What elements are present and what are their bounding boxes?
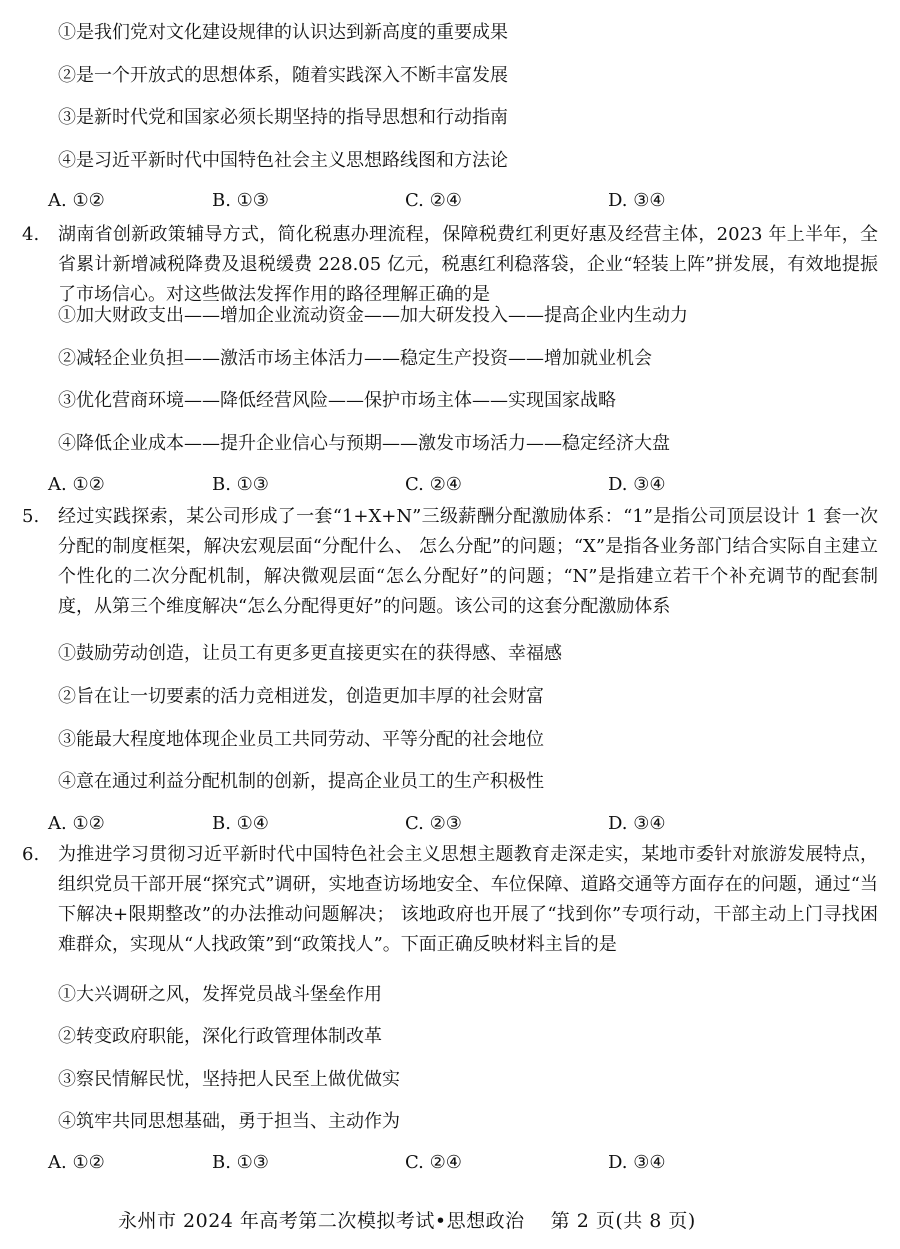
q6-choices	[0, 1150, 900, 1176]
q4-choice-d: D. ③④	[608, 474, 666, 495]
q5-choice-a: A. ①②	[48, 813, 105, 834]
q3-option-4: ④是习近平新时代中国特色社会主义思想路线图和方法论	[58, 150, 508, 171]
q4-option-1: ①加大财政支出——增加企业流动资金——加大研发投入——提高企业内生动力	[58, 305, 688, 326]
q5-choice-b: B. ①④	[212, 813, 269, 834]
q5-option-3: ③能最大程度地体现企业员工共同劳动、平等分配的社会地位	[58, 729, 544, 750]
q3-option-3: ③是新时代党和国家必须长期坚持的指导思想和行动指南	[58, 107, 508, 128]
q4-option-2: ②减轻企业负担——激活市场主体活力——稳定生产投资——增加就业机会	[58, 348, 652, 369]
q4-choice-b: B. ①③	[212, 474, 269, 495]
q6-option-4: ④筑牢共同思想基础，勇于担当、主动作为	[58, 1111, 400, 1132]
q3-choice-d: D. ③④	[608, 190, 666, 211]
q5-option-2: ②旨在让一切要素的活力竞相迸发，创造更加丰厚的社会财富	[58, 686, 544, 707]
q6-choice-a: A. ①②	[48, 1152, 105, 1173]
q3-choices	[0, 188, 900, 214]
q4-choice-c: C. ②④	[405, 474, 462, 495]
q5-choices	[0, 811, 900, 837]
q4-choice-a: A. ①②	[48, 474, 105, 495]
q6-choice-c: C. ②④	[405, 1152, 462, 1173]
q3-option-1: ①是我们党对文化建设规律的认识达到新高度的重要成果	[58, 22, 508, 43]
q6-number: 6.	[22, 844, 40, 865]
q4-number: 4.	[22, 224, 40, 245]
q4-stem: 湖南省创新政策辅导方式，简化税惠办理流程，保障税费红利更好惠及经营主体，2023 年上半年，全省累计新增减税降费及退税缓费 228.05 亿元，税惠红利稳落袋，企业“轻装上阵”拼发展，有效地提振了市场信心。对这些做法发挥作用的路径理解正确的是	[58, 224, 878, 305]
q5-choice-c: C. ②③	[405, 813, 462, 834]
q6-choice-b: B. ①③	[212, 1152, 269, 1173]
q4-option-4: ④降低企业成本——提升企业信心与预期——激发市场活力——稳定经济大盘	[58, 433, 670, 454]
q3-choice-b: B. ①③	[212, 190, 269, 211]
q6-option-1: ①大兴调研之风，发挥党员战斗堡垒作用	[58, 984, 382, 1005]
q6-option-2: ②转变政府职能，深化行政管理体制改革	[58, 1026, 382, 1047]
q4-option-3: ③优化营商环境——降低经营风险——保护市场主体——实现国家战略	[58, 390, 616, 411]
q5-option-1: ①鼓励劳动创造，让员工有更多更直接更实在的获得感、幸福感	[58, 643, 562, 664]
q5-option-4: ④意在通过利益分配机制的创新，提高企业员工的生产积极性	[58, 771, 544, 792]
q6-stem: 为推进学习贯彻习近平新时代中国特色社会主义思想主题教育走深走实，某地市委针对旅游发展特点，组织党员干部开展“探究式”调研，实地查访场地安全、车位保障、道路交通等方面存在的问题，通过“当下解决+限期整改”的办法推动问题解决； 该地政府也开展了“找到你”专项行动，干部主动上门寻找困难群众，实现从“人找政策”到“政策找人”。下面正确反映材料主旨的是	[58, 844, 878, 955]
q5-number: 5.	[22, 506, 40, 527]
q3-choice-c: C. ②④	[405, 190, 462, 211]
q3-option-2: ②是一个开放式的思想体系，随着实践深入不断丰富发展	[58, 65, 508, 86]
page-footer: 永州市 2024 年高考第二次模拟考试•思想政治 第 2 页(共 8 页)	[118, 1210, 696, 1232]
q5-stem: 经过实践探索，某公司形成了一套“1+X+N”三级薪酬分配激励体系：“1”是指公司顶层设计 1 套一次分配的制度框架，解决宏观层面“分配什么、 怎么分配”的问题；“X”是指各业务部门结合实际自主建立个性化的二次分配机制，解决微观层面“怎么分配好”的问题；“N”是指建立若干个补充调节的配套制度，从第三个维度解决“怎么分配得更好”的问题。该公司的这套分配激励体系	[58, 506, 878, 617]
q6-option-3: ③察民情解民忧，坚持把人民至上做优做实	[58, 1069, 400, 1090]
q6-choice-d: D. ③④	[608, 1152, 666, 1173]
q5-choice-d: D. ③④	[608, 813, 666, 834]
q4-choices	[0, 472, 900, 498]
q3-choice-a: A. ①②	[48, 190, 105, 211]
